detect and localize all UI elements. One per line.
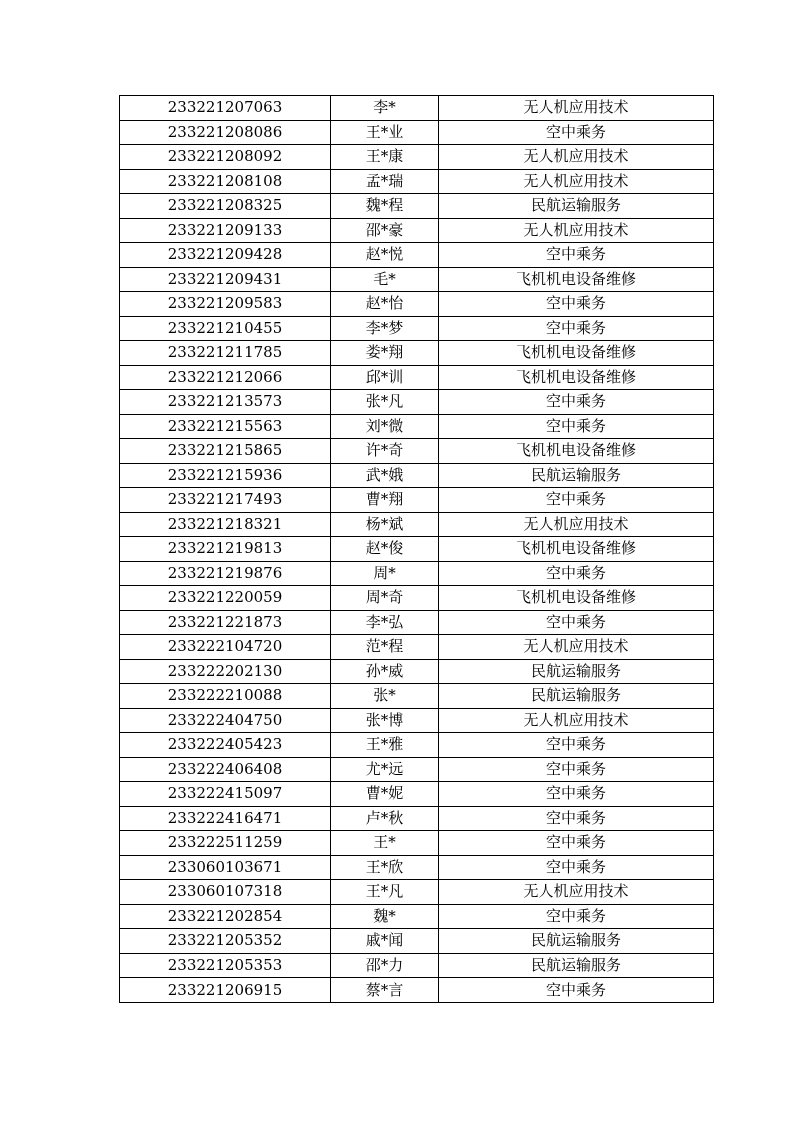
table-row bbox=[120, 733, 714, 758]
exam-number-cell: 233221219876 bbox=[120, 561, 331, 586]
candidate-name-cell: 邵*力 bbox=[331, 953, 439, 978]
table-row bbox=[120, 806, 714, 831]
candidate-name-cell: 王*雅 bbox=[331, 733, 439, 758]
major-cell: 空中乘务 bbox=[439, 292, 714, 317]
candidate-name-cell: 魏* bbox=[331, 904, 439, 929]
major-cell: 民航运输服务 bbox=[439, 194, 714, 219]
candidate-name-cell: 王*业 bbox=[331, 120, 439, 145]
table-row bbox=[120, 610, 714, 635]
exam-number-cell: 233221213573 bbox=[120, 390, 331, 415]
exam-number-cell: 233221209428 bbox=[120, 243, 331, 268]
major-cell: 无人机应用技术 bbox=[439, 218, 714, 243]
table-row bbox=[120, 659, 714, 684]
major-cell: 无人机应用技术 bbox=[439, 708, 714, 733]
table-row bbox=[120, 194, 714, 219]
table-row bbox=[120, 341, 714, 366]
major-cell: 空中乘务 bbox=[439, 757, 714, 782]
candidate-name-cell: 毛* bbox=[331, 267, 439, 292]
exam-number-cell: 233221220059 bbox=[120, 586, 331, 611]
exam-number-cell: 233222404750 bbox=[120, 708, 331, 733]
exam-number-cell: 233221205352 bbox=[120, 929, 331, 954]
major-cell: 民航运输服务 bbox=[439, 659, 714, 684]
table-row bbox=[120, 218, 714, 243]
major-cell: 空中乘务 bbox=[439, 120, 714, 145]
exam-number-cell: 233222405423 bbox=[120, 733, 331, 758]
major-cell: 无人机应用技术 bbox=[439, 635, 714, 660]
major-cell: 飞机机电设备维修 bbox=[439, 365, 714, 390]
candidate-name-cell: 孙*威 bbox=[331, 659, 439, 684]
table-row bbox=[120, 904, 714, 929]
exam-number-cell: 233221221873 bbox=[120, 610, 331, 635]
exam-number-cell: 233221211785 bbox=[120, 341, 331, 366]
candidate-name-cell: 李* bbox=[331, 96, 439, 121]
exam-number-cell: 233221215936 bbox=[120, 463, 331, 488]
table-row bbox=[120, 463, 714, 488]
exam-number-cell: 233060103671 bbox=[120, 855, 331, 880]
candidate-name-cell: 赵*怡 bbox=[331, 292, 439, 317]
table-row bbox=[120, 488, 714, 513]
major-cell: 空中乘务 bbox=[439, 733, 714, 758]
major-cell: 空中乘务 bbox=[439, 782, 714, 807]
candidate-name-cell: 杨*斌 bbox=[331, 512, 439, 537]
candidate-name-cell: 卢*秋 bbox=[331, 806, 439, 831]
major-cell: 空中乘务 bbox=[439, 831, 714, 856]
major-cell: 空中乘务 bbox=[439, 316, 714, 341]
candidate-name-cell: 戚*闻 bbox=[331, 929, 439, 954]
candidate-name-cell: 魏*程 bbox=[331, 194, 439, 219]
exam-number-cell: 233221207063 bbox=[120, 96, 331, 121]
major-cell: 空中乘务 bbox=[439, 243, 714, 268]
exam-number-cell: 233222104720 bbox=[120, 635, 331, 660]
exam-number-cell: 233222416471 bbox=[120, 806, 331, 831]
exam-number-cell: 233221206915 bbox=[120, 978, 331, 1003]
table-row bbox=[120, 855, 714, 880]
exam-number-cell: 233221215865 bbox=[120, 439, 331, 464]
candidate-name-cell: 邱*训 bbox=[331, 365, 439, 390]
exam-number-cell: 233221209133 bbox=[120, 218, 331, 243]
candidate-name-cell: 曹*妮 bbox=[331, 782, 439, 807]
exam-number-cell: 233222406408 bbox=[120, 757, 331, 782]
table-row bbox=[120, 390, 714, 415]
major-cell: 空中乘务 bbox=[439, 390, 714, 415]
major-cell: 民航运输服务 bbox=[439, 953, 714, 978]
candidate-name-cell: 尤*远 bbox=[331, 757, 439, 782]
exam-number-cell: 233060107318 bbox=[120, 880, 331, 905]
table-row bbox=[120, 537, 714, 562]
table-row bbox=[120, 684, 714, 709]
table-row bbox=[120, 512, 714, 537]
candidate-name-cell: 曹*翔 bbox=[331, 488, 439, 513]
exam-number-cell: 233221209583 bbox=[120, 292, 331, 317]
major-cell: 无人机应用技术 bbox=[439, 169, 714, 194]
candidate-name-cell: 刘*微 bbox=[331, 414, 439, 439]
table-row bbox=[120, 120, 714, 145]
table-row bbox=[120, 880, 714, 905]
table-row bbox=[120, 145, 714, 170]
candidate-name-cell: 赵*悦 bbox=[331, 243, 439, 268]
candidate-name-cell: 许*奇 bbox=[331, 439, 439, 464]
candidate-name-cell: 王*康 bbox=[331, 145, 439, 170]
table-row bbox=[120, 414, 714, 439]
major-cell: 空中乘务 bbox=[439, 561, 714, 586]
results-table-body bbox=[120, 96, 714, 1003]
major-cell: 空中乘务 bbox=[439, 978, 714, 1003]
candidate-name-cell: 邵*豪 bbox=[331, 218, 439, 243]
major-cell: 无人机应用技术 bbox=[439, 96, 714, 121]
table-row bbox=[120, 953, 714, 978]
major-cell: 民航运输服务 bbox=[439, 684, 714, 709]
major-cell: 飞机机电设备维修 bbox=[439, 439, 714, 464]
table-row bbox=[120, 586, 714, 611]
candidate-name-cell: 孟*瑞 bbox=[331, 169, 439, 194]
major-cell: 民航运输服务 bbox=[439, 929, 714, 954]
exam-number-cell: 233221212066 bbox=[120, 365, 331, 390]
major-cell: 空中乘务 bbox=[439, 806, 714, 831]
candidate-name-cell: 娄*翔 bbox=[331, 341, 439, 366]
table-row bbox=[120, 365, 714, 390]
exam-number-cell: 233222210088 bbox=[120, 684, 331, 709]
major-cell: 空中乘务 bbox=[439, 904, 714, 929]
major-cell: 空中乘务 bbox=[439, 488, 714, 513]
major-cell: 飞机机电设备维修 bbox=[439, 586, 714, 611]
table-row bbox=[120, 929, 714, 954]
major-cell: 民航运输服务 bbox=[439, 463, 714, 488]
exam-number-cell: 233221217493 bbox=[120, 488, 331, 513]
exam-number-cell: 233222202130 bbox=[120, 659, 331, 684]
major-cell: 无人机应用技术 bbox=[439, 880, 714, 905]
candidate-name-cell: 李*弘 bbox=[331, 610, 439, 635]
major-cell: 飞机机电设备维修 bbox=[439, 537, 714, 562]
major-cell: 空中乘务 bbox=[439, 414, 714, 439]
candidate-name-cell: 周*奇 bbox=[331, 586, 439, 611]
exam-number-cell: 233221210455 bbox=[120, 316, 331, 341]
table-row bbox=[120, 635, 714, 660]
major-cell: 飞机机电设备维修 bbox=[439, 341, 714, 366]
exam-number-cell: 233221219813 bbox=[120, 537, 331, 562]
table-row bbox=[120, 978, 714, 1003]
exam-number-cell: 233221205353 bbox=[120, 953, 331, 978]
candidate-name-cell: 赵*俊 bbox=[331, 537, 439, 562]
results-table bbox=[119, 95, 714, 1003]
exam-number-cell: 233221218321 bbox=[120, 512, 331, 537]
candidate-name-cell: 张*凡 bbox=[331, 390, 439, 415]
major-cell: 飞机机电设备维修 bbox=[439, 267, 714, 292]
table-row bbox=[120, 708, 714, 733]
table-row bbox=[120, 292, 714, 317]
candidate-name-cell: 王*凡 bbox=[331, 880, 439, 905]
table-row bbox=[120, 96, 714, 121]
exam-number-cell: 233221208325 bbox=[120, 194, 331, 219]
candidate-name-cell: 张*博 bbox=[331, 708, 439, 733]
table-row bbox=[120, 169, 714, 194]
table-row bbox=[120, 316, 714, 341]
candidate-name-cell: 蔡*言 bbox=[331, 978, 439, 1003]
exam-number-cell: 233221215563 bbox=[120, 414, 331, 439]
table-row bbox=[120, 782, 714, 807]
candidate-name-cell: 张* bbox=[331, 684, 439, 709]
candidate-name-cell: 武*娥 bbox=[331, 463, 439, 488]
table-row bbox=[120, 243, 714, 268]
candidate-name-cell: 范*程 bbox=[331, 635, 439, 660]
table-row bbox=[120, 267, 714, 292]
major-cell: 空中乘务 bbox=[439, 610, 714, 635]
table-row bbox=[120, 831, 714, 856]
candidate-name-cell: 王* bbox=[331, 831, 439, 856]
major-cell: 无人机应用技术 bbox=[439, 512, 714, 537]
major-cell: 空中乘务 bbox=[439, 855, 714, 880]
exam-number-cell: 233222415097 bbox=[120, 782, 331, 807]
table-row bbox=[120, 561, 714, 586]
table-row bbox=[120, 439, 714, 464]
candidate-name-cell: 李*梦 bbox=[331, 316, 439, 341]
exam-number-cell: 233221208108 bbox=[120, 169, 331, 194]
exam-number-cell: 233221208086 bbox=[120, 120, 331, 145]
exam-number-cell: 233221202854 bbox=[120, 904, 331, 929]
candidate-name-cell: 王*欣 bbox=[331, 855, 439, 880]
exam-number-cell: 233222511259 bbox=[120, 831, 331, 856]
candidate-name-cell: 周* bbox=[331, 561, 439, 586]
exam-number-cell: 233221209431 bbox=[120, 267, 331, 292]
table-row bbox=[120, 757, 714, 782]
exam-number-cell: 233221208092 bbox=[120, 145, 331, 170]
major-cell: 无人机应用技术 bbox=[439, 145, 714, 170]
